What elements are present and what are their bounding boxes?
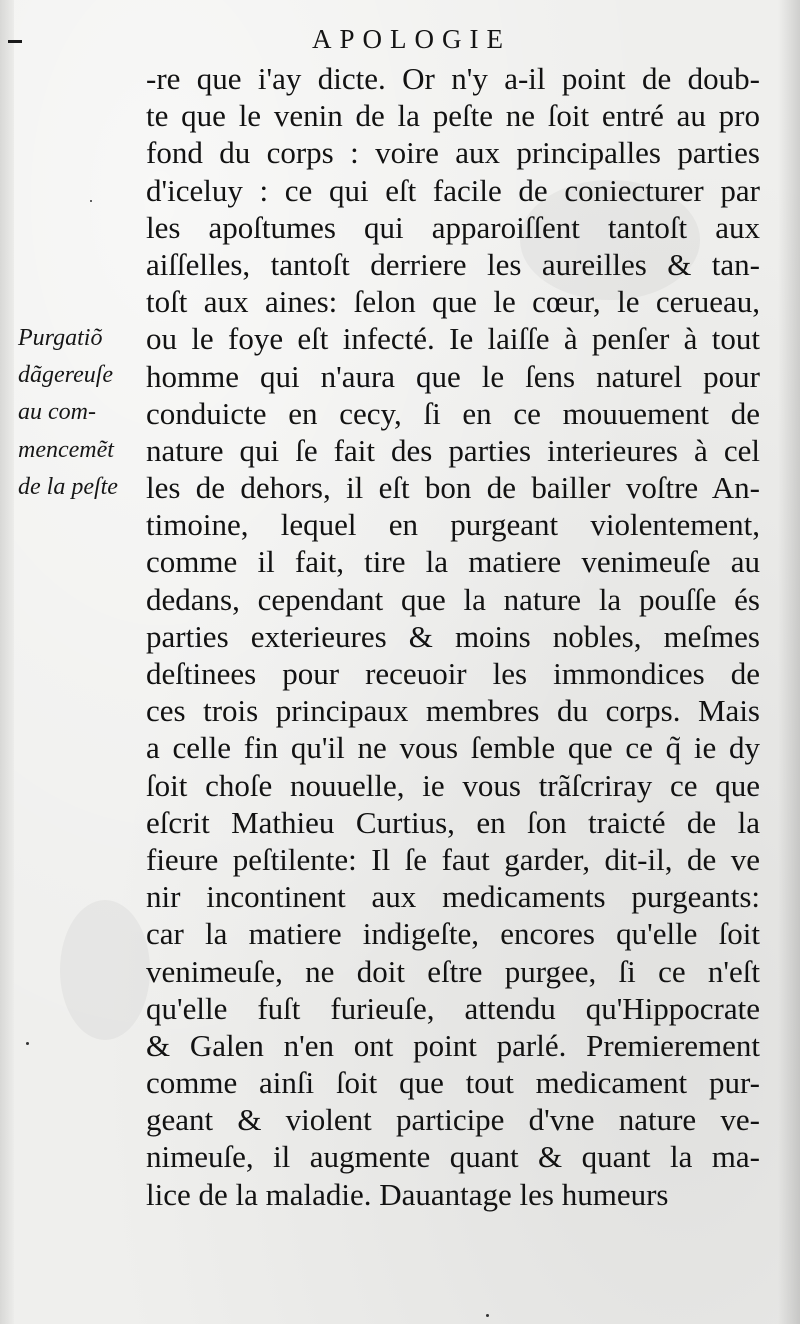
running-head: APOLOGIE (312, 24, 511, 54)
text-line: nir incontinent aux medicaments purgeants: (146, 879, 760, 915)
text-line: venimeuſe, ne doit eſtre purgee, ſi ce n'eſt (146, 953, 760, 989)
marginal-note-line: Purgatiõ (18, 325, 103, 351)
ink-speck (486, 1314, 489, 1317)
body-text (146, 60, 760, 1213)
text-line: parties exterieures & moins nobles, meſmes (146, 618, 760, 654)
text-line: aiſſelles, tantoſt derriere les aureilles & tan- (146, 246, 760, 282)
text-line: toſt aux aines: ſelon que le cœur, le cerueau, (146, 284, 760, 320)
text-line: comme il fait, tire la matiere venimeuſe au (146, 544, 760, 580)
text-line: comme ainſi ſoit que tout medicament pur- (146, 1065, 760, 1101)
marginal-note (18, 320, 142, 506)
text-line: ces trois principaux membres du corps. Mais (146, 693, 760, 729)
paper-stain (60, 900, 150, 1040)
ink-speck (26, 1042, 29, 1045)
marginal-note-line: dãgereuſe (18, 362, 114, 389)
text-line: fond du corps : voire aux principalles parties (146, 135, 760, 171)
ink-speck (90, 200, 92, 202)
text-line: nimeuſe, il augmente quant & quant la ma- (146, 1139, 760, 1175)
text-line: dedans, cependant que la nature la pouſſe és (146, 581, 760, 617)
text-line: ſoit choſe nouuelle, ie vous trãſcriray ce que (146, 767, 760, 803)
text-line: homme qui n'aura que le ſens naturel pour (146, 358, 760, 394)
text-line: timoine, lequel en purgeant violentement, (146, 507, 760, 543)
text-line: deſtinees pour receuoir les immondices de (146, 656, 760, 691)
text-line: les de dehors, il eſt bon de bailler voſtre An- (146, 470, 760, 506)
text-line: fieure peſtilente: Il ſe faut garder, dit-il, de ve (146, 841, 760, 877)
marginal-note-line: de la peſte (18, 473, 118, 500)
text-line: d'iceluy : ce qui eſt facile de coniecturer par (146, 172, 760, 208)
text-line: car la matiere indigeſte, encores qu'elle ſoit (146, 916, 760, 952)
text-line: qu'elle fuſt furieuſe, attendu qu'Hippocrate (146, 990, 760, 1026)
text-line: eſcrit Mathieu Curtius, en ſon traicté de la (146, 804, 760, 840)
text-line: les apoſtumes qui apparoiſſent tantoſt aux (146, 209, 760, 245)
text-line: conduicte en cecy, ſi en ce mouuement de (146, 395, 760, 431)
text-line: te que le venin de la peſte ne ſoit entré au pro (146, 98, 760, 134)
text-line: a celle fin qu'il ne vous ſemble que ce q̃ ie dy (146, 730, 760, 766)
text-line: -re que i'ay dicte. Or n'y a-il point de doub- (146, 61, 760, 96)
page-gutter-edge (0, 0, 14, 1324)
text-line: lice de la maladie. Dauantage les humeurs (146, 1176, 669, 1212)
text-line: & Galen n'en ont point parlé. Premierement (146, 1027, 760, 1063)
marginal-note-line: mencemẽt (18, 436, 114, 463)
text-line: nature qui ſe fait des parties interieures à cel (146, 432, 760, 468)
page-right-shadow (778, 0, 800, 1324)
marginal-note-line: au com- (18, 399, 96, 426)
text-line: geant & violent participe d'vne nature ve- (146, 1102, 760, 1138)
text-line: ou le foye eſt infecté. Ie laiſſe à penſer à tout (146, 321, 760, 357)
margin-dash-mark (8, 40, 22, 43)
